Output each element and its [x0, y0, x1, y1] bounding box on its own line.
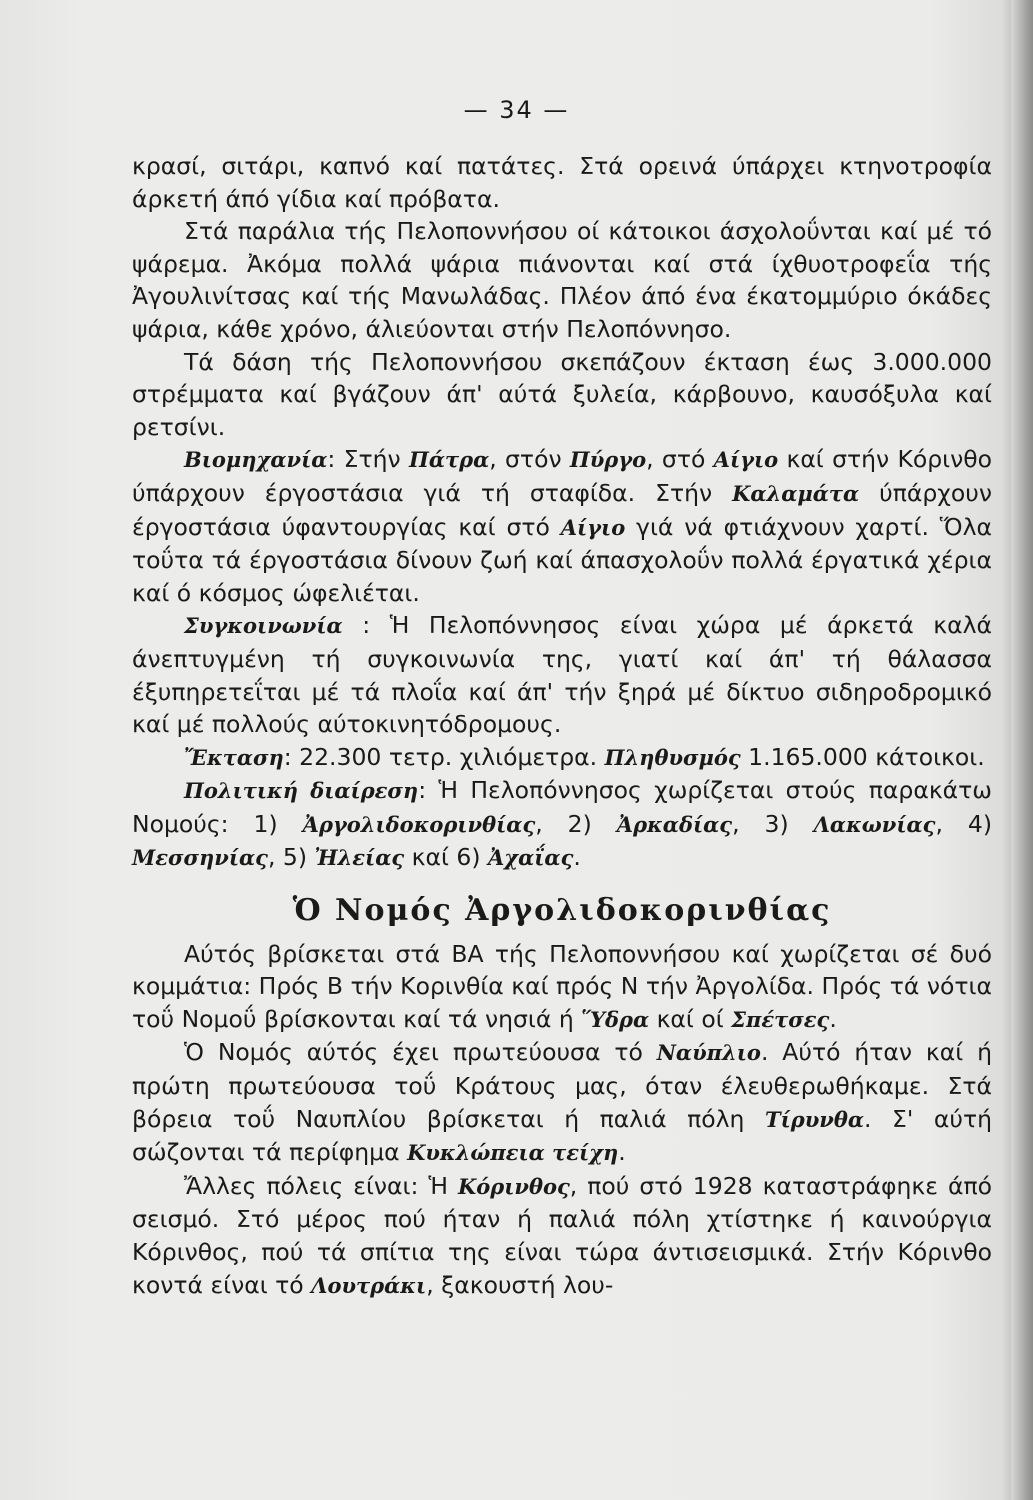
industry-label: Βιομηχανία	[184, 447, 328, 473]
page-edge-shadow	[1011, 0, 1033, 1500]
population-label: Πληθυσμός	[604, 744, 741, 770]
transport-label: Συγκοινωνία	[184, 613, 343, 639]
paragraph-agriculture: κρασί, σιτάρι, καπνό καί πατάτες. Στά ορεινά ύπάρχει κτηνοτροφία άρκετή άπό γίδια καί πρόβατα.	[132, 152, 992, 213]
page-number: — 34 —	[463, 96, 570, 124]
paragraph-location: Αύτός βρίσκεται στά ΒΑ τής Πελοποννήσου καί χωρίζεται σέ δυό κομμάτια: Πρός Β τήν Κορινθία καί πρός Ν τήν Ἀργολίδα. Πρός τά νότια τοΰ Νομοΰ βρίσκονται καί τά νησιά ή Ὕδρα καί οί Σπέτσες.	[132, 939, 992, 1033]
paragraph-fishing: Στά παράλια τής Πελοποννήσου οί κάτοικοι άσχολοΰνται καί μέ τό ψάρεμα. Ἀκόμα πολλά ψάρια πιάνονται καί στά ίχθυοτροφεΐα τής Ἀγουλινίτσας καί τής Μανωλάδας. Πλέον άπό ένα έκατομμύριο όκάδες ψάρια, κάθε χρόνο, άλιεύονται στήν Πελοπόννησο.	[132, 217, 992, 343]
page-text	[132, 150, 992, 1302]
paragraph-other-cities: Ἄλλες πόλεις είναι: Ἡ Κόρινθος, πού στό 1928 καταστράφηκε άπό σεισμό. Στό μέρος πού ήταν ή παλιά πόλη χτίστηκε ή καινούργια Κόρινθος, πού τά σπίτια της είναι τώρα άντισεισμικά. Στήν Κόρινθο κοντά είναι τό Λουτράκι, ξακουστή λου-	[132, 1171, 992, 1299]
section-heading: Ὁ Νομός Ἀργολιδοκορινθίας	[292, 893, 832, 929]
paragraph-capital: Ὁ Νομός αύτός έχει πρωτεύουσα τό Ναύπλιο. Αύτό ήταν καί ή πρώτη πρωτεύουσα τοΰ Κράτους μας, όταν έλευθερωθήκαμε. Στά βόρεια τοΰ Ναυπλίου βρίσκεται ή παλιά πόλη Τίρυνθα. Σ' αύτή σώζονται τά περίφημα Κυκλώπεια τείχη.	[132, 1038, 992, 1167]
paragraph-industry: Βιομηχανία: Στήν Πάτρα, στόν Πύργο, στό Αίγιο καί στήν Κόρινθο ύπάρχουν έργοστάσια γιά τή σταφίδα. Στήν Καλαμάτα ύπάρχουν έργοστάσια ύφαντουργίας καί στό Αίγιο γιά νά φτιάχνουν χαρτί. Ὅλα τοΰτα τά έργοστάσια δίνουν ζωή καί άπασχολοΰν πολλά έργατικά χέρια καί ό κόσμος ώφελιέται.	[132, 445, 992, 607]
area-label: Ἔκταση	[184, 744, 284, 770]
paragraph-forests: Τά δάση τής Πελοποννήσου σκεπάζουν έκταση έως 3.000.000 στρέμματα καί βγάζουν άπ' αύτά ξυλεία, κάρβουνο, καυσόξυλα καί ρετσίνι.	[132, 347, 992, 441]
political-division-label: Πολιτική διαίρεση	[184, 778, 419, 804]
paragraph-political-division: Πολιτική διαίρεση: Ἡ Πελοπόννησος χωρίζεται στούς παρακάτω Νομούς: 1) Ἀργολιδοκορινθίας, 2) Ἀρκαδίας, 3) Λακωνίας, 4) Μεσσηνίας, 5) Ἠλείας καί 6) Ἀχαΐας.	[132, 776, 993, 872]
paragraph-transport: Συγκοινωνία : Ἡ Πελοπόννησος είναι χώρα μέ άρκετά καλά άνεπτυγμένη τή συγκοινωνία της, γιατί καί άπ' τή θάλασσα έξυπηρετεΐται μέ τά πλοΐα καί άπ' τήν ξηρά μέ δίκτυο σιδηροδρομικό καί μέ πολλούς αύτοκινητόδρομους.	[132, 611, 992, 739]
paragraph-area-population: Ἔκταση: 22.300 τετρ. χιλιόμετρα. Πληθυσμός 1.165.000 κάτοικοι.	[184, 742, 985, 771]
